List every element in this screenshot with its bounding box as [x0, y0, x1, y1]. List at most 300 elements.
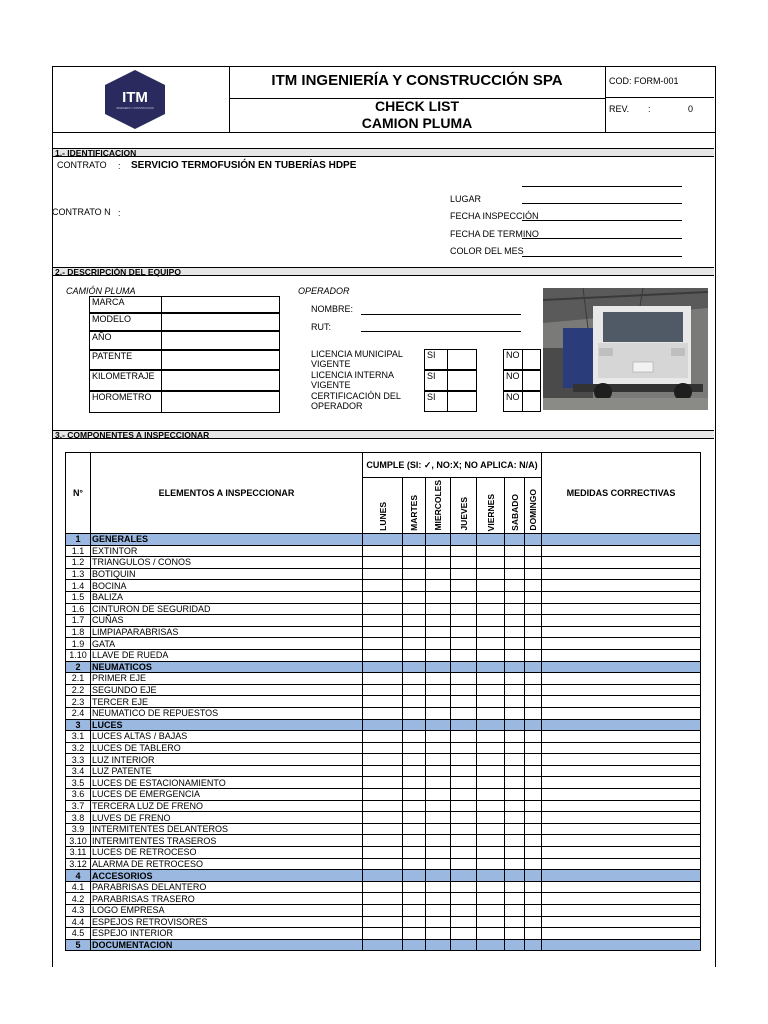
day-check-cell[interactable] — [525, 603, 542, 615]
day-check-cell[interactable] — [403, 858, 426, 870]
day-check-cell[interactable] — [477, 742, 505, 754]
day-check-cell[interactable] — [363, 916, 403, 928]
corrective-measure-cell[interactable] — [542, 673, 701, 685]
equipment-field-value[interactable] — [161, 370, 280, 391]
day-check-cell[interactable] — [451, 545, 477, 557]
day-check-cell[interactable] — [451, 754, 477, 766]
day-check-cell[interactable] — [403, 661, 426, 673]
day-check-cell[interactable] — [403, 870, 426, 882]
day-check-cell[interactable] — [525, 626, 542, 638]
day-check-cell[interactable] — [426, 557, 451, 569]
day-check-cell[interactable] — [451, 870, 477, 882]
day-check-cell[interactable] — [403, 591, 426, 603]
day-check-cell[interactable] — [363, 557, 403, 569]
day-check-cell[interactable] — [363, 800, 403, 812]
day-check-cell[interactable] — [505, 731, 525, 743]
license-si-checkbox[interactable] — [447, 391, 477, 412]
day-check-cell[interactable] — [525, 789, 542, 801]
day-check-cell[interactable] — [363, 731, 403, 743]
day-check-cell[interactable] — [451, 823, 477, 835]
day-check-cell[interactable] — [426, 870, 451, 882]
day-check-cell[interactable] — [525, 916, 542, 928]
day-check-cell[interactable] — [403, 615, 426, 627]
day-check-cell[interactable] — [426, 684, 451, 696]
day-check-cell[interactable] — [505, 847, 525, 859]
day-check-cell[interactable] — [451, 928, 477, 940]
corrective-measure-cell[interactable] — [542, 661, 701, 673]
day-check-cell[interactable] — [403, 603, 426, 615]
day-check-cell[interactable] — [505, 742, 525, 754]
day-check-cell[interactable] — [426, 881, 451, 893]
day-check-cell[interactable] — [363, 673, 403, 685]
day-check-cell[interactable] — [403, 789, 426, 801]
day-check-cell[interactable] — [363, 696, 403, 708]
day-check-cell[interactable] — [403, 754, 426, 766]
day-check-cell[interactable] — [477, 545, 505, 557]
day-check-cell[interactable] — [477, 847, 505, 859]
corrective-measure-cell[interactable] — [542, 557, 701, 569]
day-check-cell[interactable] — [451, 557, 477, 569]
day-check-cell[interactable] — [363, 939, 403, 951]
day-check-cell[interactable] — [451, 812, 477, 824]
day-check-cell[interactable] — [505, 673, 525, 685]
day-check-cell[interactable] — [525, 719, 542, 731]
day-check-cell[interactable] — [451, 696, 477, 708]
day-check-cell[interactable] — [505, 707, 525, 719]
corrective-measure-cell[interactable] — [542, 626, 701, 638]
day-check-cell[interactable] — [525, 684, 542, 696]
day-check-cell[interactable] — [426, 777, 451, 789]
day-check-cell[interactable] — [363, 719, 403, 731]
day-check-cell[interactable] — [525, 800, 542, 812]
day-check-cell[interactable] — [451, 858, 477, 870]
day-check-cell[interactable] — [451, 568, 477, 580]
day-check-cell[interactable] — [451, 615, 477, 627]
corrective-measure-cell[interactable] — [542, 615, 701, 627]
day-check-cell[interactable] — [403, 905, 426, 917]
day-check-cell[interactable] — [363, 754, 403, 766]
day-check-cell[interactable] — [505, 777, 525, 789]
day-check-cell[interactable] — [505, 649, 525, 661]
day-check-cell[interactable] — [451, 580, 477, 592]
day-check-cell[interactable] — [525, 928, 542, 940]
corrective-measure-cell[interactable] — [542, 707, 701, 719]
day-check-cell[interactable] — [403, 916, 426, 928]
day-check-cell[interactable] — [363, 881, 403, 893]
day-check-cell[interactable] — [426, 707, 451, 719]
day-check-cell[interactable] — [363, 591, 403, 603]
corrective-measure-cell[interactable] — [542, 765, 701, 777]
day-check-cell[interactable] — [477, 789, 505, 801]
corrective-measure-cell[interactable] — [542, 905, 701, 917]
day-check-cell[interactable] — [477, 557, 505, 569]
day-check-cell[interactable] — [426, 568, 451, 580]
day-check-cell[interactable] — [477, 603, 505, 615]
day-check-cell[interactable] — [505, 591, 525, 603]
equipment-field-value[interactable] — [161, 391, 280, 413]
day-check-cell[interactable] — [477, 615, 505, 627]
day-check-cell[interactable] — [525, 881, 542, 893]
corrective-measure-cell[interactable] — [542, 580, 701, 592]
day-check-cell[interactable] — [426, 939, 451, 951]
equipment-field-value[interactable] — [161, 331, 280, 350]
day-check-cell[interactable] — [403, 893, 426, 905]
day-check-cell[interactable] — [525, 707, 542, 719]
day-check-cell[interactable] — [403, 847, 426, 859]
day-check-cell[interactable] — [477, 905, 505, 917]
day-check-cell[interactable] — [477, 835, 505, 847]
day-check-cell[interactable] — [477, 754, 505, 766]
corrective-measure-cell[interactable] — [542, 928, 701, 940]
day-check-cell[interactable] — [477, 870, 505, 882]
day-check-cell[interactable] — [477, 568, 505, 580]
day-check-cell[interactable] — [426, 638, 451, 650]
equipment-field-value[interactable] — [161, 313, 280, 331]
corrective-measure-cell[interactable] — [542, 789, 701, 801]
corrective-measure-cell[interactable] — [542, 603, 701, 615]
day-check-cell[interactable] — [525, 696, 542, 708]
corrective-measure-cell[interactable] — [542, 881, 701, 893]
day-check-cell[interactable] — [505, 580, 525, 592]
day-check-cell[interactable] — [426, 765, 451, 777]
day-check-cell[interactable] — [363, 661, 403, 673]
day-check-cell[interactable] — [426, 742, 451, 754]
day-check-cell[interactable] — [363, 835, 403, 847]
day-check-cell[interactable] — [403, 638, 426, 650]
day-check-cell[interactable] — [477, 893, 505, 905]
day-check-cell[interactable] — [477, 765, 505, 777]
day-check-cell[interactable] — [451, 939, 477, 951]
day-check-cell[interactable] — [477, 673, 505, 685]
day-check-cell[interactable] — [426, 754, 451, 766]
corrective-measure-cell[interactable] — [542, 777, 701, 789]
day-check-cell[interactable] — [451, 765, 477, 777]
equipment-field-value[interactable] — [161, 350, 280, 370]
day-check-cell[interactable] — [477, 591, 505, 603]
day-check-cell[interactable] — [451, 707, 477, 719]
day-check-cell[interactable] — [426, 800, 451, 812]
day-check-cell[interactable] — [426, 649, 451, 661]
license-no-checkbox[interactable] — [522, 349, 541, 370]
day-check-cell[interactable] — [363, 870, 403, 882]
day-check-cell[interactable] — [426, 661, 451, 673]
day-check-cell[interactable] — [426, 534, 451, 546]
day-check-cell[interactable] — [525, 742, 542, 754]
day-check-cell[interactable] — [477, 939, 505, 951]
day-check-cell[interactable] — [525, 568, 542, 580]
day-check-cell[interactable] — [403, 765, 426, 777]
day-check-cell[interactable] — [403, 742, 426, 754]
day-check-cell[interactable] — [451, 649, 477, 661]
day-check-cell[interactable] — [363, 707, 403, 719]
corrective-measure-cell[interactable] — [542, 696, 701, 708]
equipment-field-value[interactable] — [161, 296, 280, 313]
day-check-cell[interactable] — [363, 545, 403, 557]
day-check-cell[interactable] — [363, 847, 403, 859]
day-check-cell[interactable] — [403, 812, 426, 824]
day-check-cell[interactable] — [426, 858, 451, 870]
day-check-cell[interactable] — [403, 731, 426, 743]
day-check-cell[interactable] — [505, 800, 525, 812]
day-check-cell[interactable] — [451, 638, 477, 650]
day-check-cell[interactable] — [477, 534, 505, 546]
day-check-cell[interactable] — [363, 534, 403, 546]
day-check-cell[interactable] — [363, 789, 403, 801]
day-check-cell[interactable] — [363, 812, 403, 824]
day-check-cell[interactable] — [403, 823, 426, 835]
day-check-cell[interactable] — [525, 534, 542, 546]
contrato-value[interactable]: SERVICIO TERMOFUSIÓN EN TUBERÍAS HDPE — [131, 160, 357, 171]
day-check-cell[interactable] — [403, 800, 426, 812]
day-check-cell[interactable] — [525, 893, 542, 905]
day-check-cell[interactable] — [363, 742, 403, 754]
day-check-cell[interactable] — [525, 557, 542, 569]
day-check-cell[interactable] — [505, 939, 525, 951]
day-check-cell[interactable] — [403, 881, 426, 893]
day-check-cell[interactable] — [505, 870, 525, 882]
day-check-cell[interactable] — [505, 534, 525, 546]
day-check-cell[interactable] — [505, 557, 525, 569]
day-check-cell[interactable] — [403, 777, 426, 789]
corrective-measure-cell[interactable] — [542, 568, 701, 580]
day-check-cell[interactable] — [403, 580, 426, 592]
fecha-termino-field[interactable] — [522, 238, 682, 239]
day-check-cell[interactable] — [403, 835, 426, 847]
day-check-cell[interactable] — [505, 661, 525, 673]
day-check-cell[interactable] — [451, 893, 477, 905]
day-check-cell[interactable] — [477, 881, 505, 893]
corrective-measure-cell[interactable] — [542, 545, 701, 557]
day-check-cell[interactable] — [363, 777, 403, 789]
day-check-cell[interactable] — [451, 835, 477, 847]
day-check-cell[interactable] — [426, 603, 451, 615]
day-check-cell[interactable] — [451, 847, 477, 859]
day-check-cell[interactable] — [505, 916, 525, 928]
corrective-measure-cell[interactable] — [542, 638, 701, 650]
day-check-cell[interactable] — [451, 719, 477, 731]
day-check-cell[interactable] — [451, 731, 477, 743]
day-check-cell[interactable] — [451, 603, 477, 615]
day-check-cell[interactable] — [525, 731, 542, 743]
license-no-checkbox[interactable] — [522, 391, 541, 412]
day-check-cell[interactable] — [505, 928, 525, 940]
corrective-measure-cell[interactable] — [542, 684, 701, 696]
day-check-cell[interactable] — [403, 719, 426, 731]
day-check-cell[interactable] — [505, 765, 525, 777]
day-check-cell[interactable] — [363, 580, 403, 592]
day-check-cell[interactable] — [477, 696, 505, 708]
day-check-cell[interactable] — [525, 777, 542, 789]
day-check-cell[interactable] — [477, 649, 505, 661]
day-check-cell[interactable] — [505, 835, 525, 847]
day-check-cell[interactable] — [426, 905, 451, 917]
day-check-cell[interactable] — [505, 696, 525, 708]
day-check-cell[interactable] — [363, 928, 403, 940]
day-check-cell[interactable] — [505, 823, 525, 835]
corrective-measure-cell[interactable] — [542, 870, 701, 882]
corrective-measure-cell[interactable] — [542, 649, 701, 661]
day-check-cell[interactable] — [363, 684, 403, 696]
corrective-measure-cell[interactable] — [542, 823, 701, 835]
day-check-cell[interactable] — [505, 893, 525, 905]
day-check-cell[interactable] — [426, 580, 451, 592]
day-check-cell[interactable] — [505, 754, 525, 766]
day-check-cell[interactable] — [525, 615, 542, 627]
day-check-cell[interactable] — [477, 731, 505, 743]
day-check-cell[interactable] — [363, 615, 403, 627]
day-check-cell[interactable] — [505, 603, 525, 615]
corrective-measure-cell[interactable] — [542, 847, 701, 859]
day-check-cell[interactable] — [477, 823, 505, 835]
day-check-cell[interactable] — [525, 661, 542, 673]
corrective-measure-cell[interactable] — [542, 858, 701, 870]
corrective-measure-cell[interactable] — [542, 754, 701, 766]
day-check-cell[interactable] — [426, 812, 451, 824]
corrective-measure-cell[interactable] — [542, 591, 701, 603]
license-no-checkbox[interactable] — [522, 370, 541, 391]
day-check-cell[interactable] — [525, 812, 542, 824]
day-check-cell[interactable] — [505, 615, 525, 627]
nombre-field[interactable] — [361, 314, 521, 315]
day-check-cell[interactable] — [363, 765, 403, 777]
day-check-cell[interactable] — [505, 638, 525, 650]
day-check-cell[interactable] — [525, 823, 542, 835]
day-check-cell[interactable] — [525, 754, 542, 766]
corrective-measure-cell[interactable] — [542, 742, 701, 754]
day-check-cell[interactable] — [451, 673, 477, 685]
day-check-cell[interactable] — [525, 870, 542, 882]
day-check-cell[interactable] — [505, 858, 525, 870]
day-check-cell[interactable] — [363, 626, 403, 638]
corrective-measure-cell[interactable] — [542, 916, 701, 928]
day-check-cell[interactable] — [403, 673, 426, 685]
day-check-cell[interactable] — [426, 615, 451, 627]
day-check-cell[interactable] — [426, 545, 451, 557]
day-check-cell[interactable] — [363, 638, 403, 650]
day-check-cell[interactable] — [525, 835, 542, 847]
corrective-measure-cell[interactable] — [542, 719, 701, 731]
day-check-cell[interactable] — [477, 580, 505, 592]
day-check-cell[interactable] — [451, 789, 477, 801]
day-check-cell[interactable] — [477, 812, 505, 824]
day-check-cell[interactable] — [451, 777, 477, 789]
day-check-cell[interactable] — [426, 835, 451, 847]
day-check-cell[interactable] — [403, 557, 426, 569]
day-check-cell[interactable] — [426, 847, 451, 859]
day-check-cell[interactable] — [451, 661, 477, 673]
day-check-cell[interactable] — [451, 881, 477, 893]
day-check-cell[interactable] — [451, 626, 477, 638]
day-check-cell[interactable] — [525, 939, 542, 951]
day-check-cell[interactable] — [477, 928, 505, 940]
corrective-measure-cell[interactable] — [542, 893, 701, 905]
day-check-cell[interactable] — [505, 881, 525, 893]
corrective-measure-cell[interactable] — [542, 835, 701, 847]
corrective-measure-cell[interactable] — [542, 534, 701, 546]
day-check-cell[interactable] — [477, 800, 505, 812]
lugar-field[interactable] — [522, 203, 682, 204]
corrective-measure-cell[interactable] — [542, 812, 701, 824]
day-check-cell[interactable] — [426, 696, 451, 708]
day-check-cell[interactable] — [477, 638, 505, 650]
day-check-cell[interactable] — [403, 534, 426, 546]
day-check-cell[interactable] — [426, 626, 451, 638]
day-check-cell[interactable] — [403, 707, 426, 719]
day-check-cell[interactable] — [477, 707, 505, 719]
day-check-cell[interactable] — [363, 823, 403, 835]
corrective-measure-cell[interactable] — [542, 800, 701, 812]
day-check-cell[interactable] — [403, 626, 426, 638]
day-check-cell[interactable] — [451, 905, 477, 917]
day-check-cell[interactable] — [426, 928, 451, 940]
day-check-cell[interactable] — [363, 858, 403, 870]
day-check-cell[interactable] — [525, 765, 542, 777]
day-check-cell[interactable] — [403, 939, 426, 951]
day-check-cell[interactable] — [477, 916, 505, 928]
day-check-cell[interactable] — [477, 684, 505, 696]
day-check-cell[interactable] — [477, 661, 505, 673]
day-check-cell[interactable] — [426, 789, 451, 801]
day-check-cell[interactable] — [426, 916, 451, 928]
day-check-cell[interactable] — [505, 812, 525, 824]
day-check-cell[interactable] — [477, 777, 505, 789]
day-check-cell[interactable] — [505, 568, 525, 580]
day-check-cell[interactable] — [426, 673, 451, 685]
day-check-cell[interactable] — [525, 545, 542, 557]
day-check-cell[interactable] — [525, 858, 542, 870]
day-check-cell[interactable] — [525, 591, 542, 603]
corrective-measure-cell[interactable] — [542, 939, 701, 951]
day-check-cell[interactable] — [403, 928, 426, 940]
day-check-cell[interactable] — [477, 719, 505, 731]
day-check-cell[interactable] — [505, 545, 525, 557]
day-check-cell[interactable] — [403, 684, 426, 696]
day-check-cell[interactable] — [426, 823, 451, 835]
day-check-cell[interactable] — [363, 568, 403, 580]
day-check-cell[interactable] — [451, 916, 477, 928]
day-check-cell[interactable] — [505, 905, 525, 917]
day-check-cell[interactable] — [363, 603, 403, 615]
day-check-cell[interactable] — [451, 684, 477, 696]
day-check-cell[interactable] — [505, 719, 525, 731]
day-check-cell[interactable] — [505, 626, 525, 638]
corrective-measure-cell[interactable] — [542, 731, 701, 743]
day-check-cell[interactable] — [505, 789, 525, 801]
day-check-cell[interactable] — [525, 649, 542, 661]
day-check-cell[interactable] — [363, 905, 403, 917]
color-mes-field[interactable] — [522, 256, 682, 257]
day-check-cell[interactable] — [525, 905, 542, 917]
day-check-cell[interactable] — [403, 545, 426, 557]
day-check-cell[interactable] — [426, 719, 451, 731]
day-check-cell[interactable] — [525, 847, 542, 859]
day-check-cell[interactable] — [477, 626, 505, 638]
day-check-cell[interactable] — [363, 649, 403, 661]
day-check-cell[interactable] — [426, 893, 451, 905]
day-check-cell[interactable] — [403, 568, 426, 580]
day-check-cell[interactable] — [451, 800, 477, 812]
license-si-checkbox[interactable] — [447, 349, 477, 370]
day-check-cell[interactable] — [426, 731, 451, 743]
day-check-cell[interactable] — [525, 638, 542, 650]
day-check-cell[interactable] — [403, 696, 426, 708]
day-check-cell[interactable] — [426, 591, 451, 603]
day-check-cell[interactable] — [451, 534, 477, 546]
day-check-cell[interactable] — [363, 893, 403, 905]
fecha-inspeccion-field[interactable] — [522, 220, 682, 221]
day-check-cell[interactable] — [451, 591, 477, 603]
day-check-cell[interactable] — [451, 742, 477, 754]
